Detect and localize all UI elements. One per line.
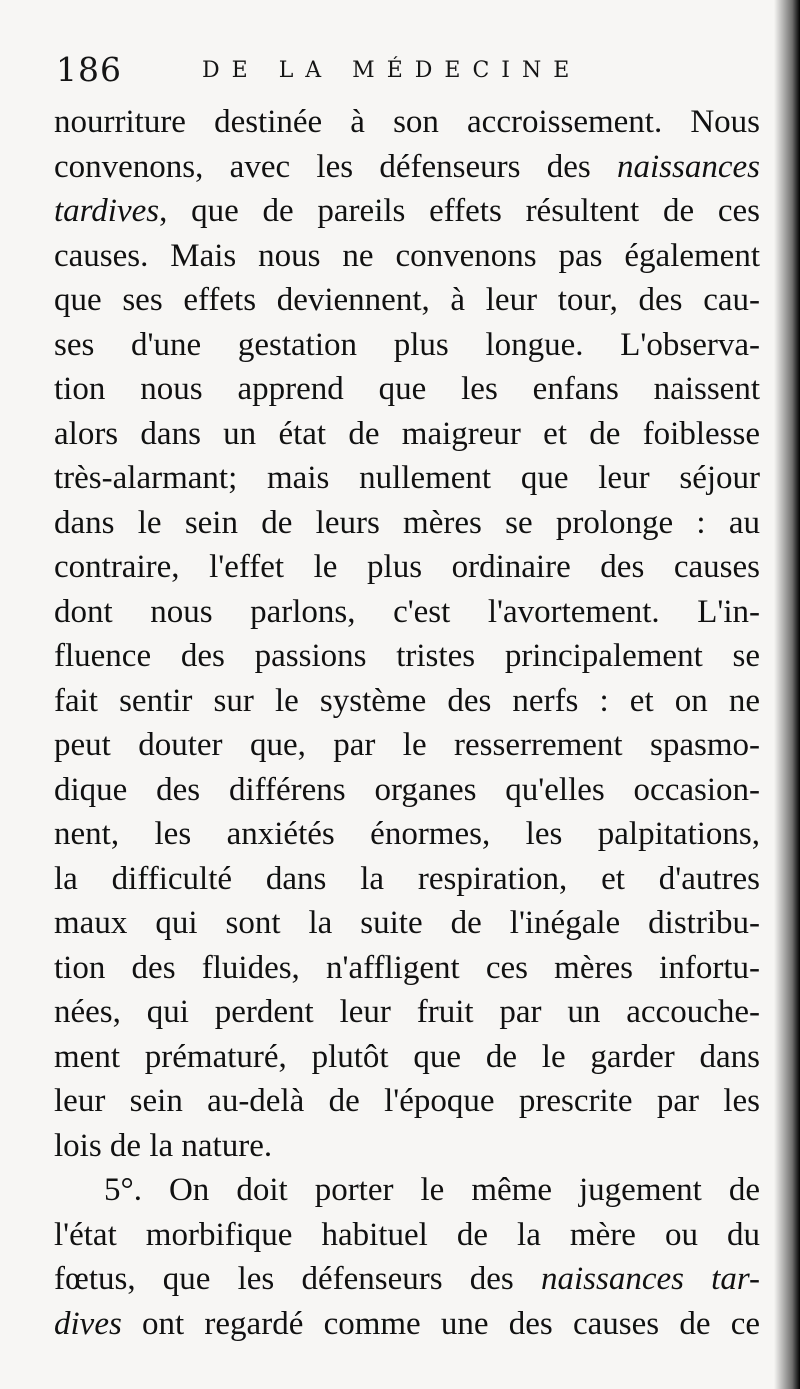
text-run: nent, les anxiétés énormes, les palpitations, [54,816,760,852]
text-line [54,857,760,902]
text-line [54,412,760,457]
text-line [54,590,760,635]
text-line [54,1168,760,1213]
text-run: alors dans un état de maigreur et de foiblesse [54,415,760,452]
text-line [54,768,760,813]
text-run: la difficulté dans la respiration, et d'autres [54,860,760,897]
italic-term: naissances [617,148,760,185]
text-run: leur sein au-delà de l'époque prescrite par les [54,1083,760,1119]
text-run: maux qui sont la suite de l'inégale distribu- [54,905,760,941]
text-line [54,189,760,234]
text-line [54,1302,760,1347]
text-run: tion nous apprend que les enfans naissent [54,371,760,407]
text-line [54,278,760,323]
text-run: ses d'une gestation plus longue. L'observa- [54,326,760,363]
text-line [54,145,760,190]
text-line [54,1035,760,1080]
text-line [54,812,760,857]
italic-term: naissances tar- [540,1261,760,1297]
text-line [54,990,760,1035]
text-run: nourriture destinée à son accroissement. Nous [54,104,760,140]
text-line [54,1124,760,1169]
text-line [54,634,760,679]
text-line [54,367,760,412]
text-line [54,456,760,501]
text-run: ment prématuré, plutôt que de le garder dans [54,1038,760,1075]
text-run: peut douter que, par le resserrement spasmo- [54,727,760,763]
text-line [54,234,760,279]
text-run: fluence des passions tristes principalement se [54,638,760,674]
text-run: 5°. On doit porter le même jugement de [104,1172,760,1208]
text-run: tion des fluides, n'affligent ces mères infortu- [54,949,760,986]
text-line [54,545,760,590]
text-line [54,723,760,768]
page-edge-shadow [774,0,800,1389]
text-run: l'état morbifique habituel de la mère ou du [54,1216,760,1253]
text-run: fait sentir sur le système des nerfs : et on ne [54,682,760,719]
text-line [54,1213,760,1258]
text-line [54,901,760,946]
text-run: très-alarmant; mais nullement que leur séjour [54,460,760,496]
text-run: fœtus, que les défenseurs des [54,1261,541,1297]
running-title: DE LA MÉDECINE [202,58,582,83]
text-run: convenons, avec les défenseurs des [54,148,617,185]
text-run: , que de pareils effets résultent de ces [159,193,760,229]
text-line [54,679,760,724]
body-text [54,100,760,1346]
text-run: lois de la nature. [54,1127,273,1164]
text-line [54,946,760,991]
text-run: ont regardé comme une des causes de ce [121,1305,760,1342]
text-run: que ses effets deviennent, à leur tour, des cau- [54,282,760,318]
text-line [54,100,760,145]
italic-term: dives [54,1305,122,1342]
text-run: causes. Mais nous ne convenons pas également [54,237,760,274]
italic-term: tardives [54,193,160,229]
text-line [54,323,760,368]
running-head [56,50,756,94]
text-line [54,501,760,546]
text-run: dique des différens organes qu'elles occasion- [54,771,760,808]
text-run: dans le sein de leurs mères se prolonge : au [54,504,760,541]
text-line [54,1079,760,1124]
text-run: nées, qui perdent leur fruit par un accouche- [54,994,760,1030]
text-run: contraire, l'effet le plus ordinaire des causes [54,549,760,585]
text-line [54,1257,760,1302]
text-run: dont nous parlons, c'est l'avortement. L'in- [54,593,760,630]
page-number: 186 [56,50,122,89]
